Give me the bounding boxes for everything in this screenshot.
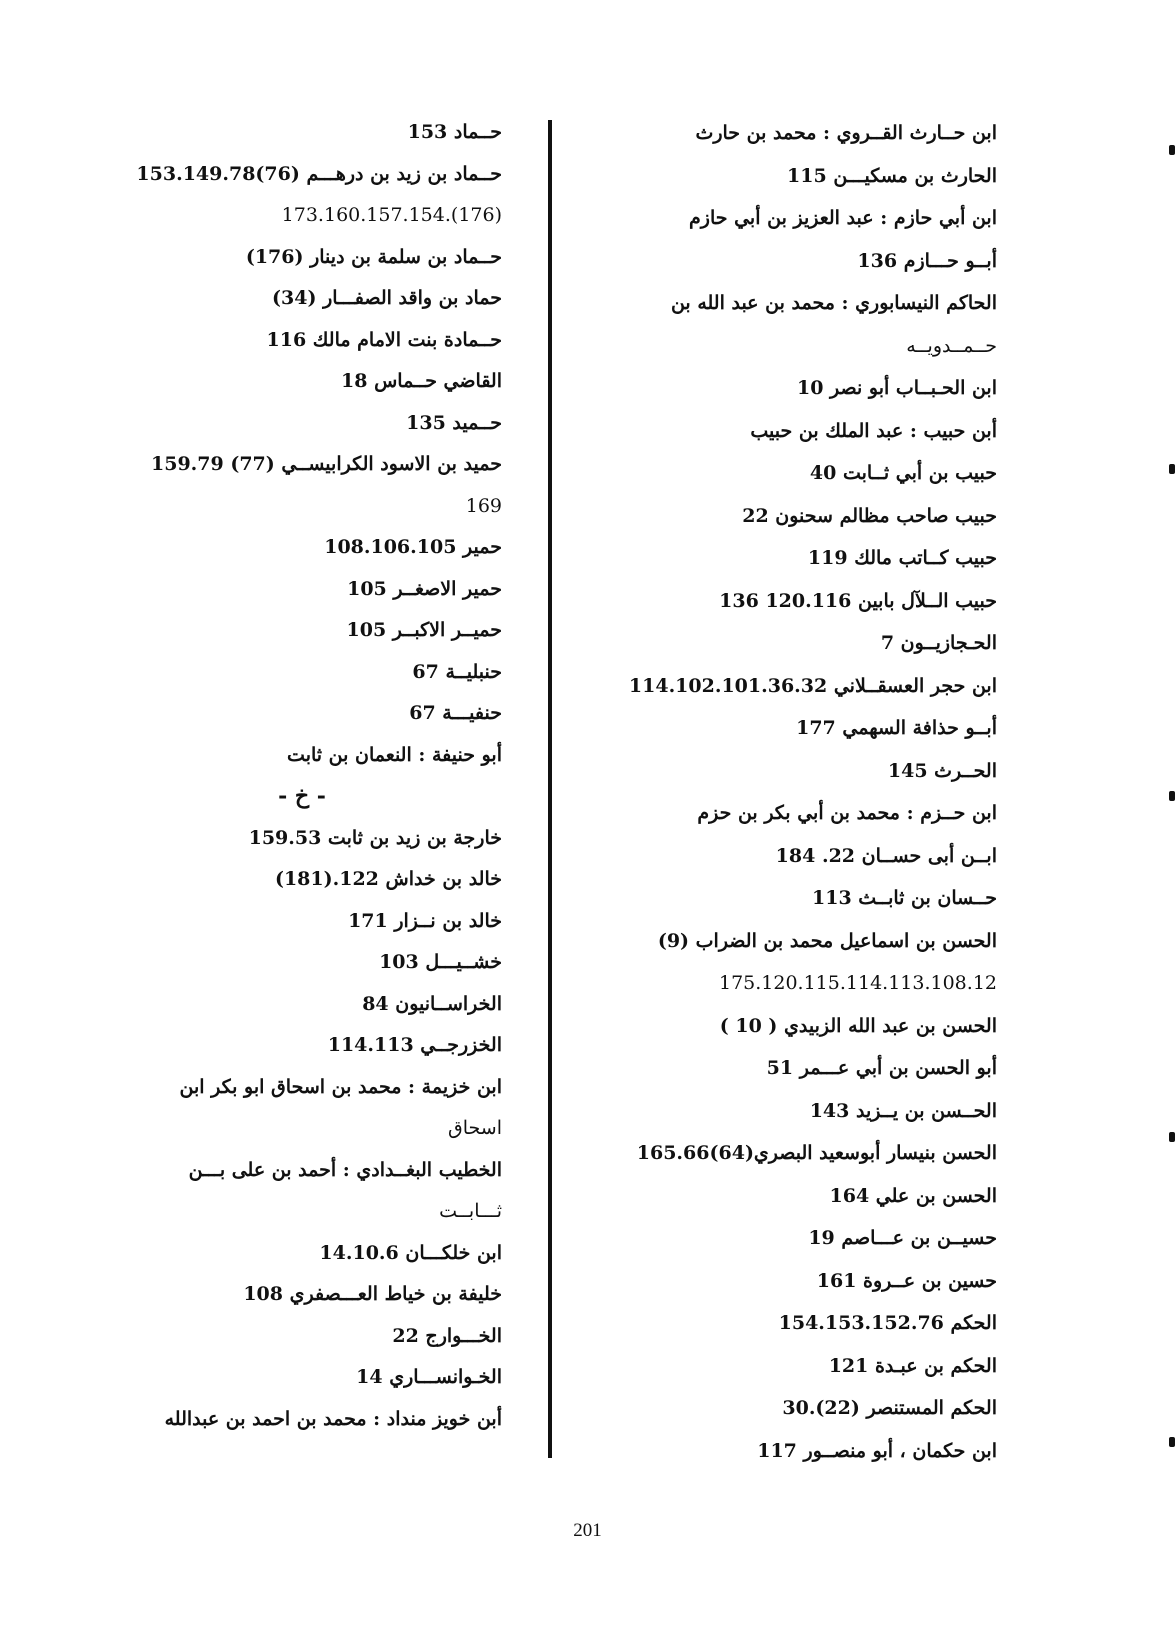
index-entry: حــماد بن زيد بن درهـــم (76)153.149.78 [136, 162, 502, 185]
section-heading: - خ - [278, 783, 326, 809]
index-entry: ابن خزيمة : محمد بن اسحاق ابو بكر ابن [179, 1075, 502, 1098]
index-entry: خشــيـــل 103 [379, 951, 502, 973]
index-list-left [102, 112, 502, 1440]
index-entry: الحارث بن مسكيـــن 115 [787, 164, 997, 187]
index-entry: حبيب بن أبي ثــابت 40 [809, 462, 997, 484]
index-entry: أبو الحسن بن أبي عـــمر 51 [766, 1057, 997, 1079]
index-entry: الحسن بنيسار أبوسعيد البصري(64)165.66 [636, 1142, 997, 1164]
index-entry: حمير 108.106.105 [324, 536, 502, 558]
index-entry: الحكم بن عبـدة 121 [828, 1354, 997, 1377]
margin-mark [1169, 791, 1175, 801]
index-entry: حماد بن واقد الصفـــار (34) [272, 287, 502, 309]
index-entry-continuation: 175.120.115.114.113.108.12 [718, 972, 997, 994]
index-entry: ابن حكمان ، أبو منصــور 117 [757, 1439, 997, 1462]
index-column-right [577, 112, 997, 1472]
index-entry: حــسان بن ثابــث 113 [812, 887, 997, 909]
column-divider [548, 120, 552, 1458]
index-entry: الحكم 154.153.152.76 [778, 1312, 997, 1334]
index-entry: الحكم المستنصر (22).30 [782, 1397, 997, 1419]
index-entry: حسين بن عــروة 161 [816, 1269, 997, 1292]
index-column-left [102, 112, 502, 1440]
index-entry: الحـجازيــون 7 [880, 632, 997, 654]
index-entry: خارجة بن زيد بن ثابت 159.53 [248, 826, 502, 849]
index-entry: حبيب صاحب مظالم سحنون 22 [742, 504, 997, 527]
index-entry: حميــر الاكبــر 105 [346, 619, 502, 641]
index-entry: الخطيب البغــدادي : أحمد بن على بـــن [188, 1158, 502, 1181]
index-entry: خالد بن خداش 122.(181) [274, 868, 502, 890]
page-number: 201 [573, 1520, 602, 1541]
index-entry: ابــن أبى حســان 22. 184 [775, 844, 997, 867]
index-entry: حــماد بن سلمة بن دينار (176) [245, 245, 502, 268]
index-entry: أبــو حـــازم 136 [857, 249, 997, 272]
index-entry: الحــسن بن يــزيد 143 [809, 1099, 997, 1122]
index-entry: حبيب كــاتب مالك 119 [807, 547, 997, 569]
index-entry: الخـوانســـاري 14 [356, 1366, 502, 1388]
index-entry: القاضي حــماس 18 [341, 370, 502, 392]
index-entry: حــميد 135 [406, 411, 502, 434]
index-entry: حمير الاصغــر 105 [347, 577, 502, 600]
index-entry: حــماد 153 [407, 121, 502, 143]
index-entry: ابن الحـبــاب أبو نصر 10 [796, 377, 997, 399]
index-list-right [577, 112, 997, 1472]
index-entry-continuation: (176).173.160.157.154 [281, 204, 502, 226]
index-entry: خليفة بن خياط العـــصفري 108 [243, 1283, 502, 1305]
index-entry: ابن خلكـــان 14.10.6 [319, 1241, 502, 1264]
index-entry: ابن حــزم : محمد بن أبي بكر بن حزم [697, 802, 997, 824]
index-entry-continuation: 169 [465, 494, 502, 517]
margin-mark [1169, 145, 1175, 155]
index-entry: خالد بن نــزار 171 [348, 909, 502, 932]
index-entry-continuation: اسحاق [448, 1117, 502, 1139]
index-entry: ابن حــارث القــروي : محمد بن حارث [695, 122, 997, 144]
margin-mark [1169, 1132, 1175, 1142]
index-entry: حــمادة بنت الامام مالك 116 [266, 328, 502, 351]
index-entry: الخراســانيون 84 [362, 992, 502, 1015]
index-entry: الحــرث 145 [887, 759, 997, 782]
index-entry: أبو حنيفة : النعمان بن ثابت [287, 743, 502, 766]
index-entry: أبــو حذافة السهمي 177 [796, 717, 997, 739]
index-entry-continuation: ثـــابــت [439, 1200, 502, 1222]
index-entry: حنبليــة 67 [412, 660, 502, 683]
index-entry: الحسن بن علي 164 [829, 1184, 997, 1207]
index-entry: حسيــن بن عـــاصم 19 [808, 1227, 997, 1249]
index-entry: الخزرجــي 114.113 [327, 1034, 502, 1056]
margin-mark [1169, 464, 1175, 474]
index-entry: الحسن بن عبد الله الزبيدي ( 10 ) [719, 1014, 997, 1037]
margin-mark [1169, 1437, 1175, 1447]
index-entry: الحسن بن اسماعيل محمد بن الضراب (9) [657, 929, 997, 952]
index-entry: حميد بن الاسود الكرابيســي (77) 159.79 [151, 453, 502, 475]
index-entry: أبن حبيب : عبد الملك بن حبيب [750, 419, 997, 442]
index-entry: الخـــوارج 22 [392, 1324, 502, 1347]
index-entry: ابن حجر العسقــلاني 114.102.101.36.32 [628, 674, 997, 697]
index-entry: حنفيـــة 67 [409, 702, 502, 724]
index-entry: أبن خويز منداد : محمد بن احمد بن عبدالله [164, 1407, 502, 1430]
index-entry: ابن أبي حازم : عبد العزيز بن أبي حازم [689, 207, 997, 229]
index-entry-continuation: حــمــدويــه [906, 334, 997, 357]
index-entry: حبيب الــلآل بابين 120.116 136 [719, 589, 997, 612]
index-entry: الحاكم النيسابوري : محمد بن عبد الله بن [670, 292, 997, 314]
